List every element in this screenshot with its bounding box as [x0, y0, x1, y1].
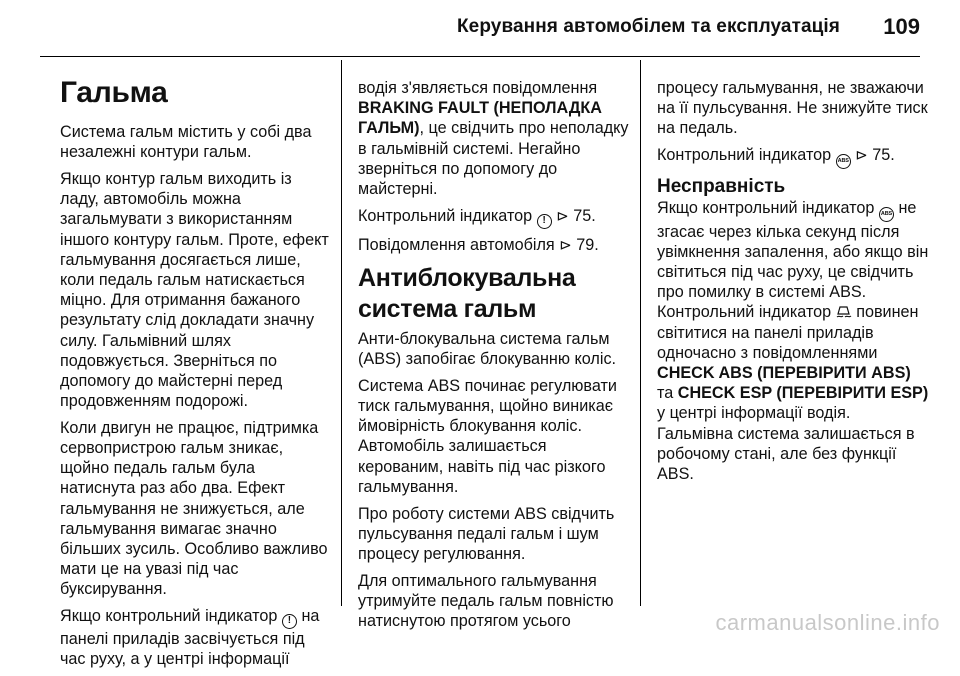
text: водія з'являється повідомлення [358, 79, 598, 97]
text: та [657, 384, 674, 403]
message-check-esp: CHECK ESP (ПЕРЕВІРИТИ ESP) [677, 384, 929, 403]
text: у центрі інформації водія. Гальмівна система залишається в робочому стані, але без функції ABS. [657, 404, 915, 484]
text: повинен світитися на панелі приладів одночасно з повідомленнями [657, 303, 919, 362]
paragraph: Анти-блокувальна система гальм (ABS) запобігає блокуванню коліс. [358, 329, 617, 369]
text: на панелі приладів засвічується під час руху, а у центрі інформації [60, 607, 320, 669]
abs-icon: ABS [836, 154, 851, 169]
column-3 [657, 78, 929, 491]
paragraph [358, 78, 630, 199]
section-heading-brakes: Гальма [60, 76, 168, 109]
paragraph [657, 145, 929, 169]
column-2 [358, 78, 630, 638]
paragraph: Якщо контур гальм виходить із ладу, автомобіль можна загальмувати з використанням іншого контуру гальм. Проте, ефект гальмування досягається лише, коли педаль гальм натискається міцно. Для отримання бажаного результату слід докладати значну силу. Гальмівний шлях подовжується. Зверніться по допомогу до майстерні перед продовженням подорожі. [60, 169, 329, 411]
text: Якщо контрольний індикатор [657, 198, 875, 217]
reference-arrow-icon: ⊳ [855, 147, 868, 165]
header-title: Керування автомобілем та експлуатація [456, 16, 840, 37]
paragraph [657, 198, 929, 485]
brake-warning-icon [537, 214, 552, 229]
reference-arrow-icon: ⊳ [559, 237, 572, 255]
paragraph [60, 606, 332, 669]
text: не згасає через кілька секунд після увімкнення запалення, або якщо він світиться під час руху, це свідчить про помилку в системі ABS. Контрольний індикатор [657, 198, 929, 322]
message-check-abs: CHECK ABS (ПЕРЕВІРИТИ ABS) [657, 364, 911, 383]
paragraph: Система гальм містить у собі два незалежні контури гальм. [60, 123, 312, 162]
watermark: carmanualsonline.info [715, 610, 940, 635]
page-number: 109 [883, 14, 920, 39]
paragraph: Про роботу системи ABS свідчить пульсування педалі гальм і шум процесу регулювання. [358, 504, 615, 563]
esp-icon [836, 305, 852, 319]
paragraph: Для оптимального гальмування утримуйте педаль гальм повністю натиснутою протягом усього [358, 571, 614, 631]
column-1 [60, 76, 332, 676]
text: Контрольний індикатор [657, 146, 832, 165]
paragraph: процесу гальмування, не зважаючи на її пульсування. Не знижуйте тиск на педаль. [657, 79, 928, 138]
text: , це свідчить про неполадку в гальмівній системі. Негайно зверніться по допомогу до майстерні. [358, 119, 629, 199]
brake-warning-icon [282, 614, 297, 629]
text: Повідомлення автомобіля [358, 236, 555, 255]
message-braking-fault: BRAKING FAULT (НЕПОЛАДКА ГАЛЬМ) [358, 99, 602, 138]
page-reference: 75. [872, 146, 895, 165]
text: Якщо контрольний індикатор [60, 607, 278, 626]
header-rule [40, 56, 920, 57]
page-reference: 75. [573, 206, 596, 225]
page-reference: 79. [576, 236, 599, 255]
page-header [0, 0, 960, 46]
section-heading-abs: Антиблокувальна система гальм [358, 263, 576, 323]
text: Контрольний індикатор [358, 206, 533, 225]
column-divider-2 [640, 60, 641, 606]
section-heading-malfunction: Несправність [657, 175, 786, 197]
column-divider-1 [341, 60, 342, 606]
paragraph: Коли двигун не працює, підтримка сервопристрою гальм зникає, щойно педаль гальм була натиснута раз або два. Ефект гальмування не знижується, але гальмування вимагає значно більших зусиль. Особливо важливо мати це на увазі під час буксирування. [60, 418, 328, 599]
paragraph [358, 235, 630, 256]
abs-icon: ABS [879, 207, 894, 222]
paragraph: Система ABS починає регулювати тиск гальмування, щойно виникає ймовірність блокування коліс. Автомобіль залишається керованим, навіть під час різкого гальмування. [358, 376, 617, 496]
paragraph [358, 206, 630, 229]
reference-arrow-icon: ⊳ [556, 207, 569, 225]
